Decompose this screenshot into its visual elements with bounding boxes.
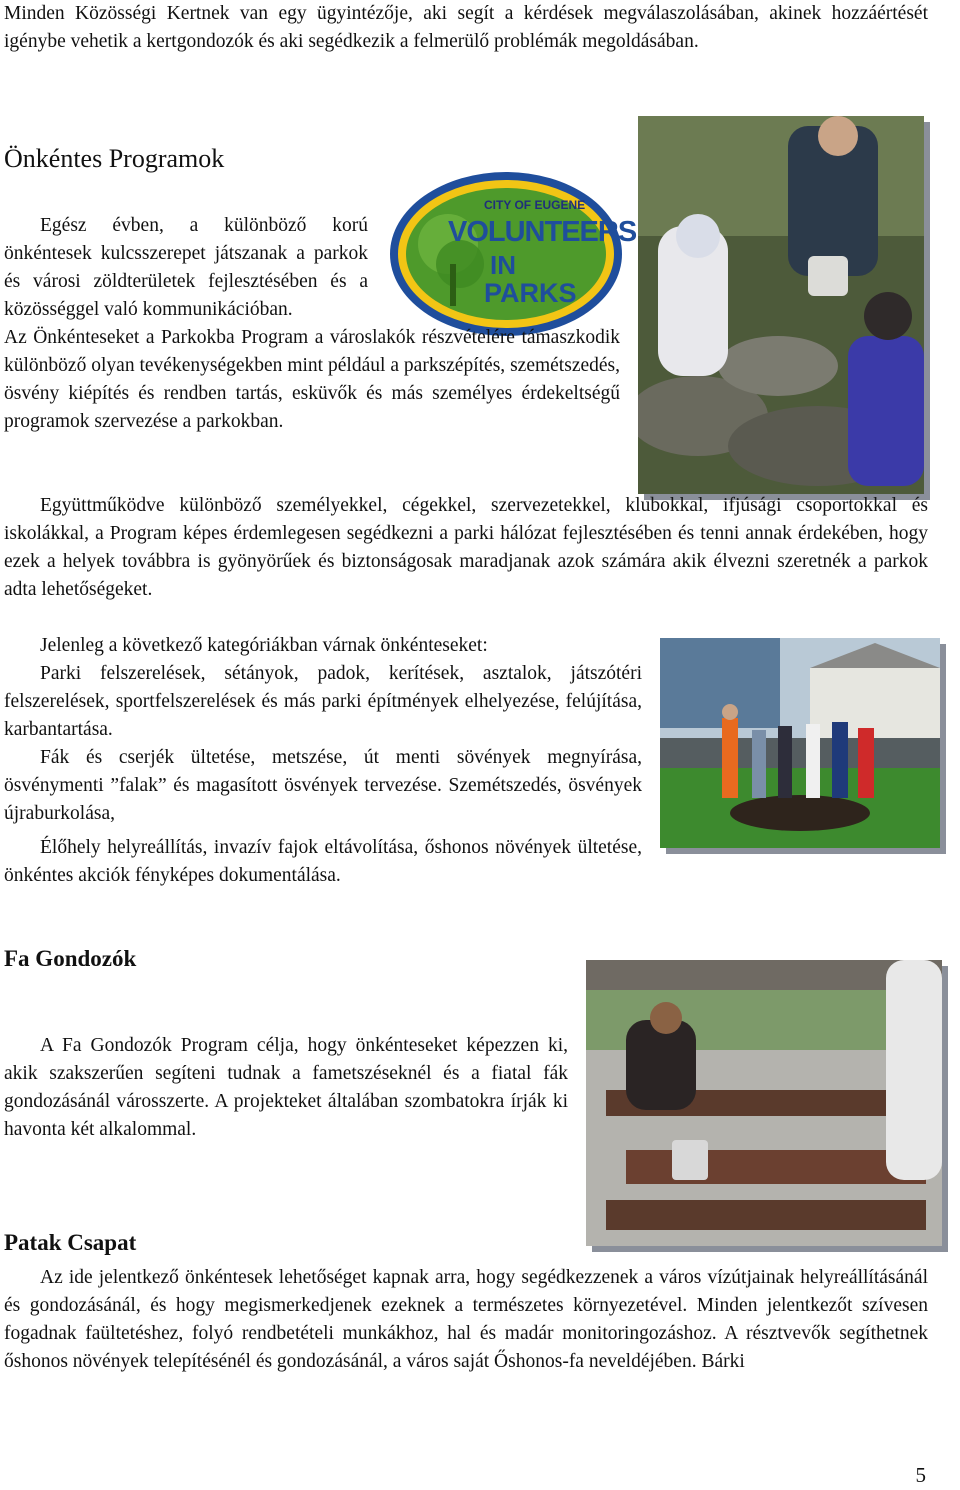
photo-trail-work-graphic bbox=[638, 116, 924, 494]
page-number: 5 bbox=[915, 1463, 926, 1487]
volunteer-paragraph-3: Jelenleg a következő kategóriákban várnak önkénteseket: bbox=[40, 635, 488, 656]
volunteer-paragraph-5: Fák és cserjék ültetése, metszése, út menti sövények megnyírása, ösvénymenti ”falak” és magasított ösvények tervezése. Szemétszedés, ösvények újraburkolása, bbox=[4, 747, 642, 824]
logo-text-parks: PARKS bbox=[484, 278, 577, 308]
photo-trail-work bbox=[638, 116, 924, 494]
logo-text-in: IN bbox=[490, 250, 516, 280]
logo-text-volunteers: VOLUNTEERS bbox=[448, 216, 637, 248]
heading-stream-team: Patak Csapat bbox=[4, 1230, 137, 1255]
photo-tree-planting-graphic bbox=[660, 638, 940, 848]
volunteer-paragraph-2: Együttműködve különböző személyekkel, cégekkel, szervezetekkel, klubokkal, ifjúsági csoportokkal és iskolákkal, a Program képes érdemlegesen segédkezni a parki hálózat fejlesztésében és tenni annak érdekében, hogy ezek a helyek továbbra is gyönyörűek és biztonságosak maradjanak azok számára akik élvezni szeretnék a parkok adta lehetőségeket. bbox=[4, 495, 928, 600]
photo-tree-planting bbox=[660, 638, 940, 848]
volunteer-paragraph-1b: Az Önkénteseket a Parkokba Program a városlakók részvételére támaszkodik különböző olyan tevékenységekben mint például a parkszépítés, szemétszedés, ösvény kiépítés és rendben tartás, esküvők és más személyes érdekeltségű programok szervezése a parkokban. bbox=[4, 327, 620, 432]
volunteer-paragraph-6: Élőhely helyreállítás, invazív fajok eltávolítása, őshonos növények ültetése, önkéntes akciók fényképes dokumentálása. bbox=[4, 837, 642, 886]
volunteers-in-parks-logo bbox=[386, 168, 637, 340]
stream-team-paragraph: Az ide jelentkező önkéntesek lehetőséget kapnak arra, hogy segédkezzenek a város vízútjainak helyreállításánál és gondozásánál, és hogy megismerkedjenek ezeknek a természetes környezetével. Minden jelentkezőt szívesen fogadnak faültetéshez, folyó rendbetételi munkákhoz, hal és madár monitoringozáshoz. A résztvevők segíthetnek őshonos növények telepítésénél és gondozásánál, a város saját Őshonos-fa neveldéjében. Bárki bbox=[4, 1267, 928, 1372]
volunteer-paragraph-1: Egész évben, a különböző korú önkéntesek kulcsszerepet játszanak a parkok és városi zöldterületek fejlesztésében és a közösséggel való kommunikációban. bbox=[4, 215, 368, 320]
heading-tree-stewards: Fa Gondozók bbox=[4, 946, 137, 971]
volunteer-paragraph-4: Parki felszerelések, sétányok, padok, kerítések, asztalok, játszótéri felszerelések, sportfelszerelések és más parki építmények elhelyezése, felújítása, karbantartása. bbox=[4, 663, 642, 740]
tree-stewards-paragraph: A Fa Gondozók Program célja, hogy önkénteseket képezzen ki, akik szakszerűen segíteni tudnak a fametszéseknél és a fiatal fák gondozásánál városszerte. A projekteket általában szombatokra írják ki havonta két alkalommal. bbox=[4, 1035, 568, 1140]
photo-picnic-table-graphic bbox=[586, 960, 942, 1246]
logo-text-city: CITY OF EUGENE bbox=[484, 198, 586, 212]
intro-paragraph: Minden Közösségi Kertnek van egy ügyintézője, aki segít a kérdések megválaszolásában, akinek hozzáértését igénybe vehetik a kertgondozók és aki segédkezik a felmerülő problémák megoldásában. bbox=[4, 3, 928, 52]
photo-picnic-table bbox=[586, 960, 942, 1246]
heading-volunteer-programs: Önkéntes Programok bbox=[4, 144, 225, 173]
